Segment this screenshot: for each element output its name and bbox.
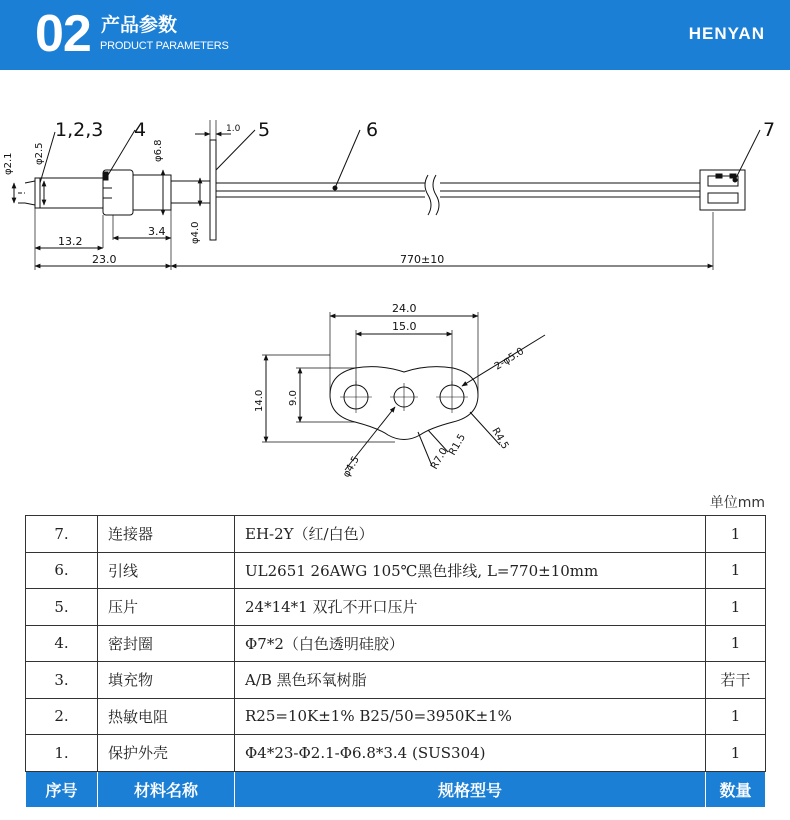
material-name: 密封圈 <box>98 625 235 662</box>
callout-1-2-3: 1,2,3 <box>55 119 104 141</box>
spec-value: Φ7*2（白色透明硅胶） <box>235 625 706 662</box>
table-header-row <box>26 771 766 808</box>
spec-value: A/B 黑色环氧树脂 <box>235 662 706 699</box>
leader-dot <box>733 178 737 182</box>
header-banner <box>0 0 790 70</box>
dim-d2-5: φ2.5 <box>34 142 45 165</box>
quantity: 1 <box>706 625 766 662</box>
quantity: 1 <box>706 589 766 626</box>
dim-d6-8: φ6.8 <box>153 139 164 162</box>
table-row <box>26 735 766 772</box>
spec-value: EH-2Y（红/白色） <box>235 516 706 553</box>
material-name: 引线 <box>98 552 235 589</box>
row-number: 2. <box>26 698 98 735</box>
quantity: 1 <box>706 552 766 589</box>
spec-value: 24*14*1 双孔不开口压片 <box>235 589 706 626</box>
row-number: 5. <box>26 589 98 626</box>
dim-13-2: 13.2 <box>58 235 83 248</box>
row-number: 3. <box>26 662 98 699</box>
table-row <box>26 698 766 735</box>
dim-r7-0: R7.0 <box>429 446 451 472</box>
table-row <box>26 589 766 626</box>
table-row <box>26 552 766 589</box>
leader-dot <box>333 186 337 190</box>
connector-slot <box>708 193 738 203</box>
dim-770: 770±10 <box>400 253 445 266</box>
material-name: 热敏电阻 <box>98 698 235 735</box>
dim-23-0: 23.0 <box>92 253 117 266</box>
row-number: 7. <box>26 516 98 553</box>
dim-14-0: 14.0 <box>254 389 265 412</box>
material-name: 填充物 <box>98 662 235 699</box>
technical-drawing <box>0 70 790 490</box>
unit-label: 单位mm <box>709 495 765 511</box>
dim-9-0: 9.0 <box>288 390 299 406</box>
row-number: 1. <box>26 735 98 772</box>
dim-1-0: 1.0 <box>226 124 241 134</box>
header-number: 序号 <box>26 771 98 808</box>
dim-d2-1: φ2.1 <box>3 152 14 175</box>
section-number: 02 <box>35 5 91 63</box>
connector-latch <box>730 174 736 178</box>
spec-value: R25=10K±1% B25/50=3950K±1% <box>235 698 706 735</box>
leader-line <box>108 130 135 175</box>
brand-logo: HENYAN <box>688 24 765 43</box>
callout-4: 4 <box>134 119 147 141</box>
callout-7: 7 <box>763 119 776 141</box>
dim-3-4: 3.4 <box>148 225 166 238</box>
pressing-plate <box>210 140 216 240</box>
table-row <box>26 625 766 662</box>
material-name: 连接器 <box>98 516 235 553</box>
header-material-name: 材料名称 <box>98 771 235 808</box>
material-name: 保护外壳 <box>98 735 235 772</box>
spec-value: UL2651 26AWG 105℃黑色排线, L=770±10mm <box>235 552 706 589</box>
quantity: 1 <box>706 516 766 553</box>
dim-r1-5: R1.5 <box>447 432 469 458</box>
rear-tube <box>133 175 171 210</box>
leader-line <box>335 130 360 188</box>
material-name: 压片 <box>98 589 235 626</box>
table-row <box>26 516 766 553</box>
callout-6: 6 <box>366 119 379 141</box>
dim-d4-5: φ4.5 <box>341 454 362 480</box>
row-number: 4. <box>26 625 98 662</box>
quantity: 若干 <box>706 662 766 699</box>
row-number: 6. <box>26 552 98 589</box>
dim-r4-5: R4.5 <box>489 426 511 452</box>
table-row <box>26 662 766 699</box>
section-title-cn: 产品参数 <box>101 14 178 36</box>
dim-d4-0: φ4.0 <box>190 221 201 244</box>
spec-table <box>25 515 766 808</box>
shell-body <box>35 178 103 208</box>
break-mark <box>425 175 431 215</box>
probe-tip <box>25 181 35 205</box>
header-spec: 规格型号 <box>235 771 706 808</box>
leader-line <box>418 432 432 466</box>
header-quantity: 数量 <box>706 771 766 808</box>
seal-ring-mark <box>104 172 108 180</box>
leader-line <box>735 130 760 180</box>
quantity: 1 <box>706 735 766 772</box>
section-title-en: PRODUCT PARAMETERS <box>100 40 229 52</box>
leader-line <box>216 130 255 170</box>
dim-24-0: 24.0 <box>392 302 417 315</box>
connector-latch <box>716 174 722 178</box>
callout-5: 5 <box>258 119 271 141</box>
quantity: 1 <box>706 698 766 735</box>
dim-15-0: 15.0 <box>392 320 417 333</box>
spec-table-body <box>26 516 766 808</box>
break-mark <box>433 175 439 215</box>
spec-value: Φ4*23-Φ2.1-Φ6.8*3.4 (SUS304) <box>235 735 706 772</box>
dim-2-d5-0: 2-φ5.0 <box>492 346 527 373</box>
